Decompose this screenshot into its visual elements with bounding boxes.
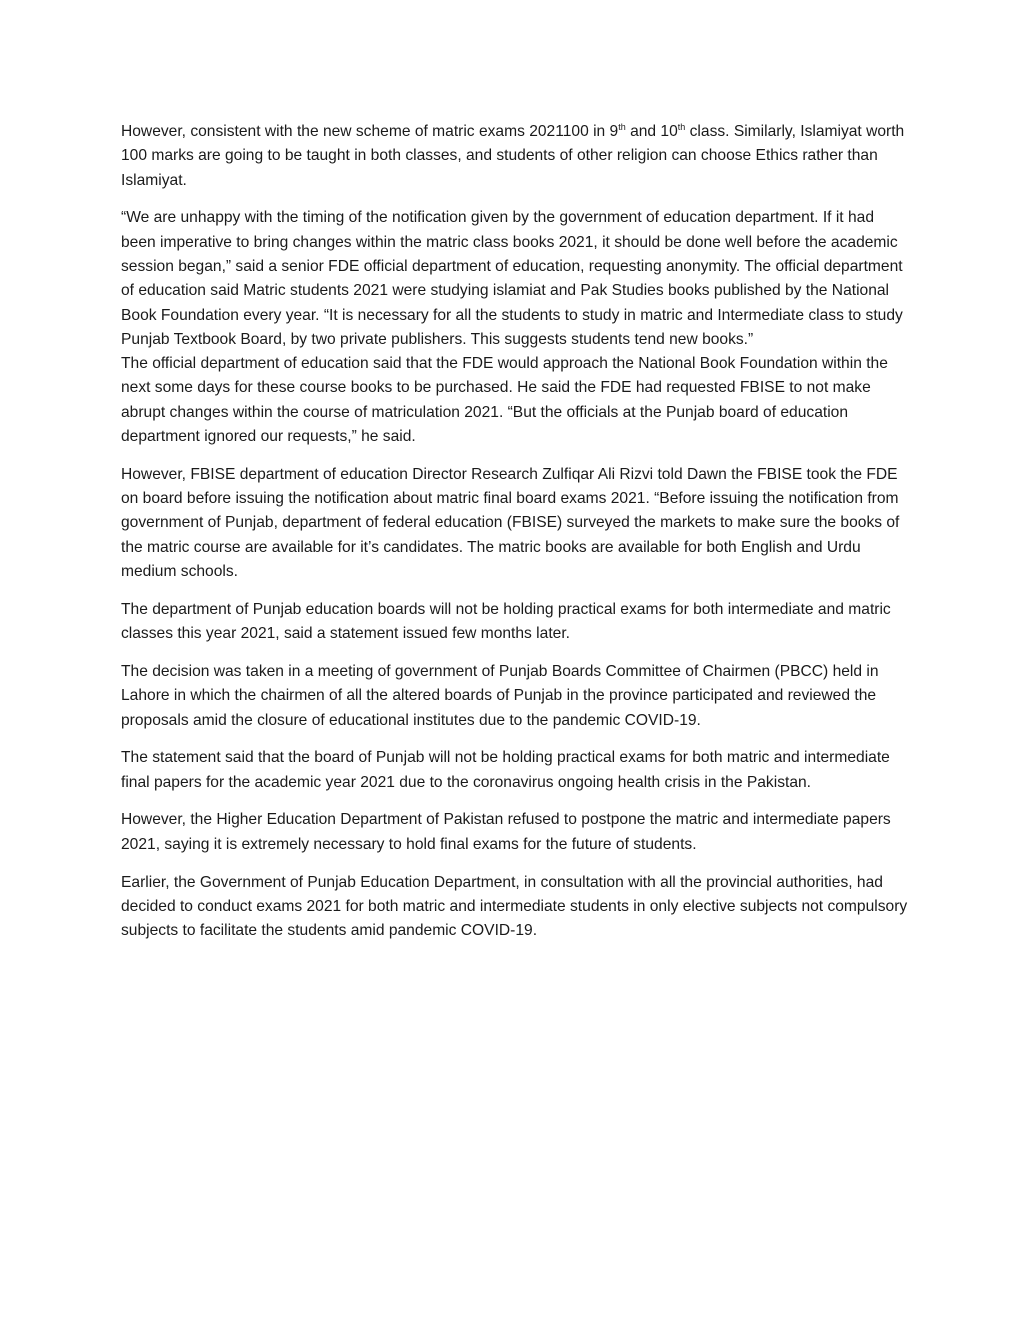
paragraph-1-part-c: class. Similarly, Islamiyat worth 100 marks are going to be taught in both classes, and students of other religion can choose Ethics rather than Islamiyat.: [121, 123, 905, 189]
paragraph-7: The statement said that the board of Punjab will not be holding practical exams for both matric and intermediate final papers for the academic year 2021 due to the coronavirus ongoing health crisis in the Pakistan.: [121, 749, 890, 791]
paragraph-1-part-b: and 10: [625, 123, 678, 140]
paragraph-1: [121, 120, 911, 193]
paragraph-1-part-a: However, consistent with the new scheme of matric exams 2021100 in 9: [121, 123, 619, 140]
superscript-th-2: th: [677, 122, 686, 132]
paragraph-3: The official department of education said that the FDE would approach the National Book Foundation within the next some days for these course books to be purchased. He said the FDE had requested FBISE to not make abrupt changes within the course of matriculation 2021. “But the officials at the Punjab board of education department ignored our requests,” he said.: [121, 355, 888, 446]
paragraph-8: However, the Higher Education Department of Pakistan refused to postpone the matric and intermediate papers 2021, saying it is extremely necessary to hold final exams for the future of students.: [121, 811, 891, 853]
paragraph-4: However, FBISE department of education Director Research Zulfiqar Ali Rizvi told Dawn the FBISE took the FDE on board before issuing the notification about matric final board exams 2021. “Before issuing the notification from government of Punjab, department of federal education (FBISE) surveyed the markets to make sure the books of the matric course are available for it’s candidates. The matric books are available for both English and Urdu medium schools.: [121, 465, 900, 581]
document-body: [121, 120, 911, 957]
paragraph-9: Earlier, the Government of Punjab Education Department, in consultation with all the provincial authorities, had decided to conduct exams 2021 for both matric and intermediate students in only elective subjects not compulsory subjects to facilitate the students amid pandemic COVID-19.: [121, 873, 908, 940]
paragraph-6: The decision was taken in a meeting of government of Punjab Boards Committee of Chairmen (PBCC) held in Lahore in which the chairmen of all the altered boards of Punjab in the province participated and reviewed the proposals amid the closure of educational institutes due to the pandemic COVID-19.: [121, 662, 879, 729]
paragraph-5: The department of Punjab education boards will not be holding practical exams for both intermediate and matric classes this year 2021, said a statement issued few months later.: [121, 600, 891, 643]
superscript-th-1: th: [618, 122, 626, 132]
paragraph-2: “We are unhappy with the timing of the notification given by the government of education department. If it had been imperative to bring changes within the matric class books 2021, it should be done well before the academic session began,” said a senior FDE official department of education, requesting anonymity. The official department of education said Matric students 2021 were studying islamiat and Pak Studies books published by the National Book Foundation every year. “It is necessary for all the students to study in matric and Intermediate class to study Punjab Textbook Board, by two private publishers. This suggests students tend new books.”: [121, 209, 903, 348]
